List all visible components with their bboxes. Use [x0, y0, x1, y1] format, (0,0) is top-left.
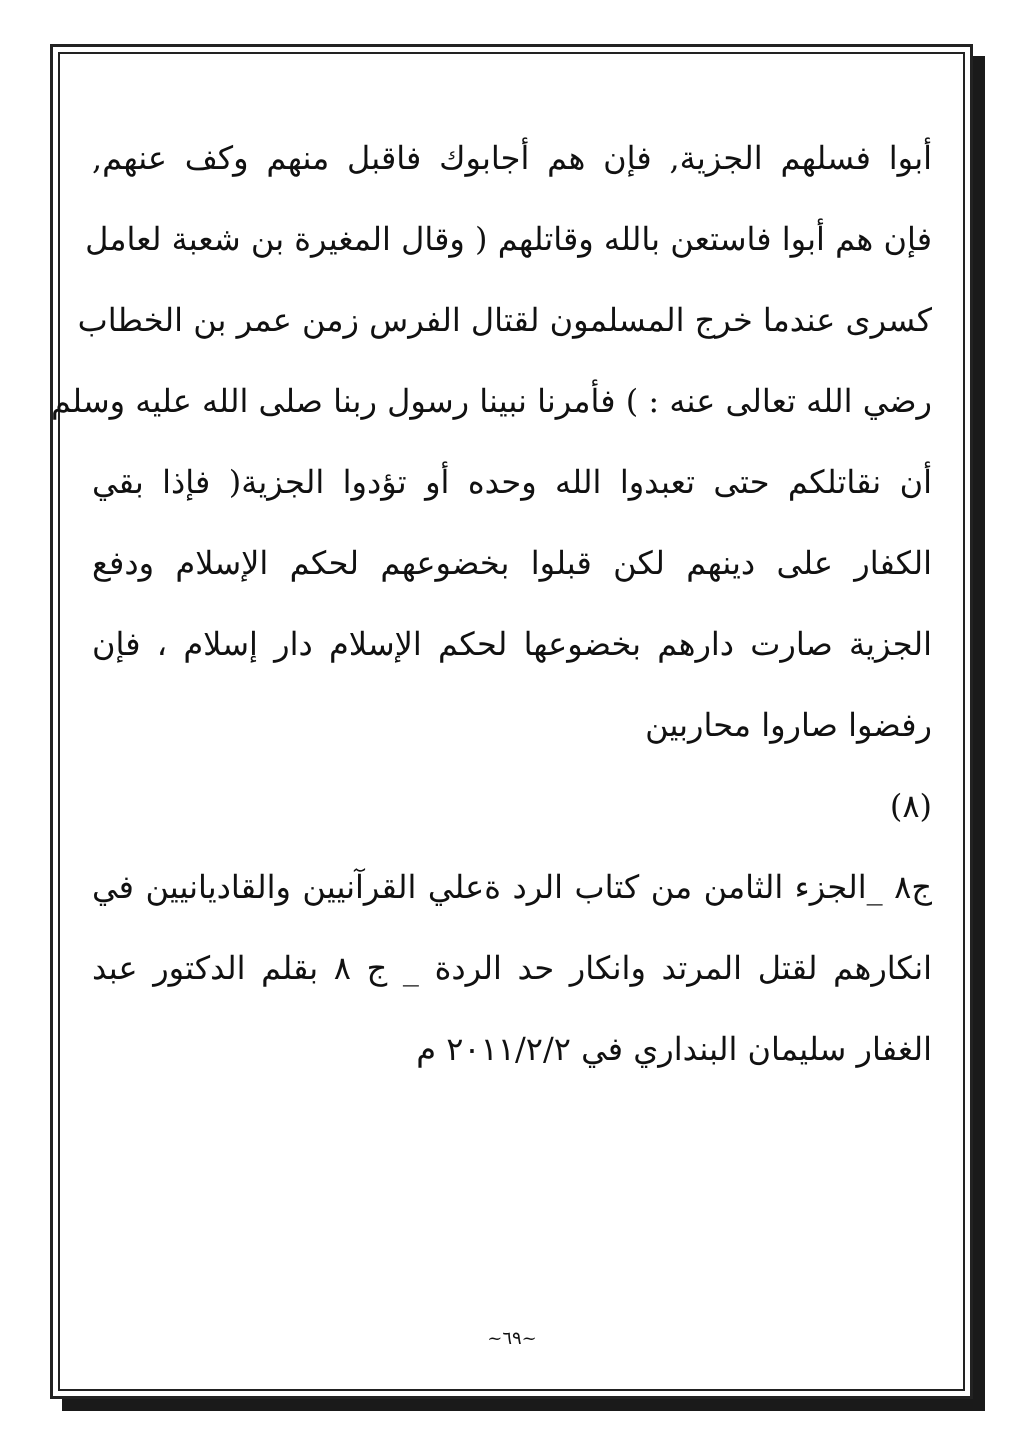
text-line: الكفار على دينهم لكن قبلوا بخضوعهم لحكم الإسلام ودفع: [92, 544, 932, 582]
text-line: رفضوا صاروا محاربين: [645, 706, 932, 744]
text-line: ج٨ _الجزء الثامن من كتاب الرد ةعلي القرآنيين والقاديانيين في: [92, 868, 932, 906]
text-line: كسرى عندما خرج المسلمون لقتال الفرس زمن عمر بن الخطاب: [77, 301, 932, 339]
text-line: انكارهم لقتل المرتد وانكار حد الردة _ ج ٨ بقلم الدكتور عبد: [92, 949, 933, 987]
text-line: رضي الله تعالى عنه : ) فأمرنا نبينا رسول ربنا صلى الله عليه وسلم: [50, 382, 932, 420]
text-line: الجزية صارت دارهم بخضوعها لحكم الإسلام دار إسلام ، فإن: [92, 625, 932, 663]
paragraph-footnote: [92, 847, 932, 1090]
paragraph-body: [50, 118, 933, 766]
text-line: فإن هم أبوا فاستعن بالله وقاتلهم ( وقال المغيرة بن شعبة لعامل: [85, 220, 932, 258]
text-line: الغفار سليمان البنداري في ٢٠١١/٢/٢ م: [416, 1030, 932, 1068]
footnote-marker: (٨): [889, 787, 932, 825]
text-line: أبوا فسلهم الجزية, فإن هم أجابوك فاقبل منهم وكف عنهم,: [92, 139, 932, 177]
page-number: ~٦٩~: [487, 1328, 537, 1349]
text-line: أن نقاتلكم حتى تعبدوا الله وحده أو تؤدوا الجزية( فإذا بقي: [92, 463, 933, 501]
page-content: [50, 118, 933, 1090]
